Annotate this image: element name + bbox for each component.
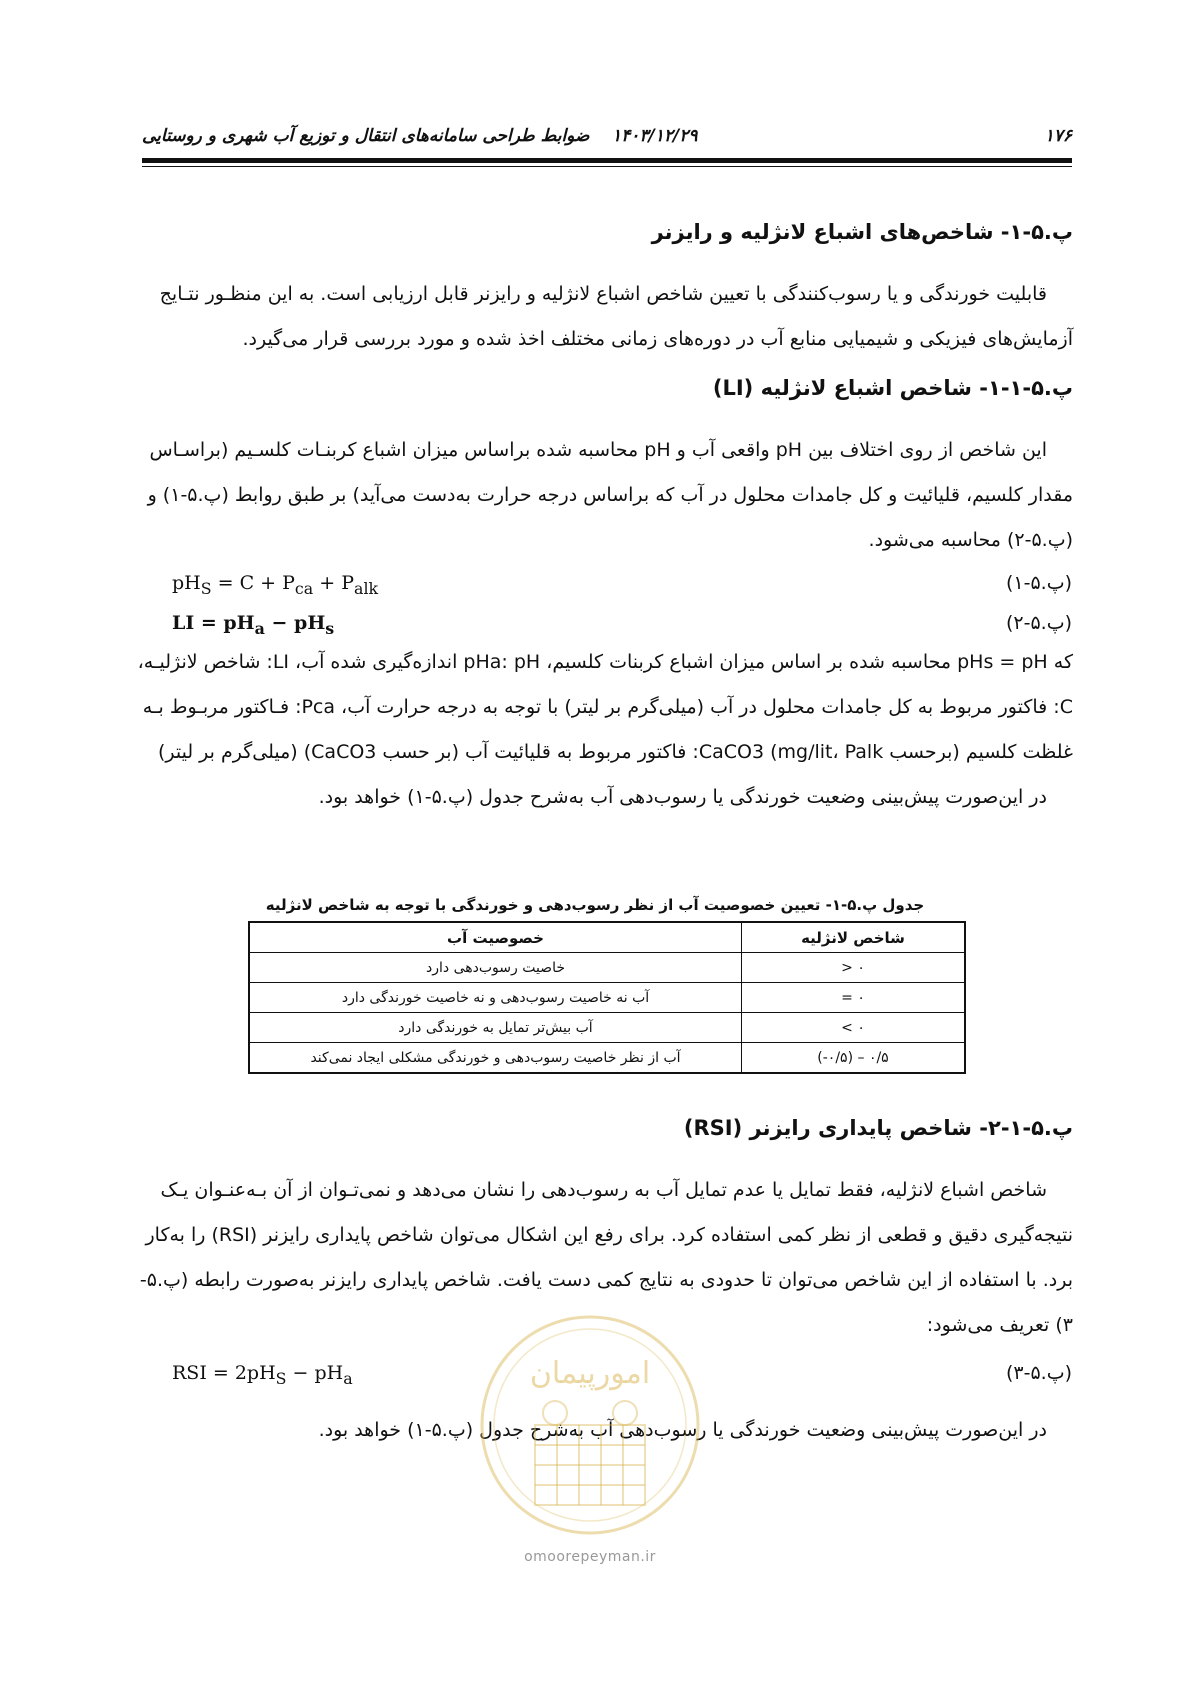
section-intro-paragraph bbox=[143, 272, 1073, 362]
table-cell: ۰ = bbox=[742, 983, 966, 1013]
page-header bbox=[142, 126, 1072, 156]
table-caption: جدول پ.۵-۱- تعیین خصوصیت آب از نظر رسوب‌دهی و خورندگی با توجه به شاخص لانژلیه bbox=[265, 896, 925, 914]
section-heading-li: پ.۵-۱-۱- شاخص اشباع لانژلیه (LI) bbox=[712, 376, 1073, 400]
table-cell: آب نه خاصیت رسوب‌دهی و نه خاصیت خورندگی دارد bbox=[249, 983, 742, 1013]
equation-formula-rsi: RSI = $2pH_S - pH_a$ bbox=[172, 1362, 353, 1388]
table-row bbox=[249, 953, 965, 983]
paragraph-line: شاخص اشباع لانژلیه، فقط تمایل یا عدم تمایل آب به رسوب‌دهی را نشان می‌دهد و نمی‌تـوان از آن بـه‌عنـوان یـک bbox=[160, 1179, 1047, 1201]
definitions-paragraph bbox=[137, 640, 1073, 820]
paragraph-line: نتیجه‌گیری دقیق و قطعی از نظر کمی استفاده کرد. برای رفع این اشکال می‌توان شاخص پایداری رایزنر (RSI) را به‌کار bbox=[145, 1224, 1073, 1246]
table-cell: آب از نظر خاصیت رسوب‌دهی و خورندگی مشکلی ایجاد نمی‌کند bbox=[249, 1043, 742, 1074]
table-header-row bbox=[249, 922, 965, 953]
table-cell: ۰/۵ – (۰/۵-) bbox=[742, 1043, 966, 1074]
header-date: ۱۴۰۳/۱۲/۲۹ bbox=[612, 126, 698, 146]
paragraph-line: که pHs = pH محاسبه شده بر اساس میزان اشباع کربنات کلسیم، pHa: pH اندازه‌گیری شده آب، LI: شاخص لانژلیـه، bbox=[137, 651, 1073, 673]
section-heading-indices: پ.۵-۱- شاخص‌های اشباع لانژلیه و رایزنر bbox=[651, 220, 1073, 244]
table-header-cell: شاخص لانژلیه bbox=[742, 922, 966, 953]
paragraph-line: برد. با استفاده از این شاخص می‌توان تا حدودی به نتایج کمی دست یافت. شاخص پایداری رایزنر به‌صورت رابطه (پ.۵- bbox=[139, 1269, 1073, 1291]
table-header-cell: خصوصیت آب bbox=[249, 922, 742, 953]
table-row bbox=[249, 983, 965, 1013]
table-cell: ۰ > bbox=[742, 1013, 966, 1043]
page-number: ۱۷۶ bbox=[1044, 126, 1072, 146]
header-title: ضوابط طراحی سامانه‌های انتقال و توزیع آب شهری و روستایی bbox=[142, 126, 590, 146]
header-rule-thin bbox=[142, 166, 1072, 167]
table-row bbox=[249, 1043, 965, 1074]
watermark-logo-text: امورپیمان bbox=[529, 1356, 651, 1391]
table-row bbox=[249, 1013, 965, 1043]
watermark-url: omoorepeyman.ir bbox=[524, 1549, 656, 1565]
equation-1 bbox=[142, 572, 1072, 604]
section-heading-rsi: پ.۵-۱-۲- شاخص پایداری رایزنر (RSI) bbox=[683, 1116, 1073, 1140]
paragraph-line: این شاخص از روی اختلاف بین pH واقعی آب و pH محاسبه شده براساس میزان اشباع کربنـات کلسـیم (براسـاس bbox=[149, 439, 1047, 461]
equation-number: (پ.۵-۳) bbox=[1005, 1362, 1072, 1384]
equation-formula-li: LI = $pH_a - pH_s$ bbox=[172, 612, 335, 638]
paragraph-line: آزمایش‌های فیزیکی و شیمیایی منابع آب در دوره‌های زمانی مختلف اخذ شده و مورد بررسی قرار می‌گیرد. bbox=[242, 328, 1073, 350]
paragraph-line: C: فاکتور مربوط به کل جامدات محلول در آب (میلی‌گرم بر لیتر) با توجه به درجه حرارت آب، Pca: فـاکتور مربـوط بـه bbox=[142, 696, 1073, 718]
paragraph-line: قابلیت خورندگی و یا رسوب‌کنندگی با تعیین شاخص اشباع لانژلیه و رایزنر قابل ارزیابی است. به این منظـور نتـایج bbox=[159, 283, 1047, 305]
paragraph-line: در این‌صورت پیش‌بینی وضعیت خورندگی یا رسوب‌دهی آب به‌شرح جدول (پ.۵-۱) خواهد بود. bbox=[318, 786, 1047, 808]
equation-formula-phs: $pH_S = C + P_{ca} + P_{alk}$ bbox=[172, 572, 379, 598]
paragraph-line: ۳) تعریف می‌شود: bbox=[926, 1314, 1073, 1336]
watermark-logo-icon bbox=[475, 1305, 705, 1545]
header-rule-thick bbox=[142, 158, 1072, 163]
paragraph-line: مقدار کلسیم، قلیائیت و کل جامدات محلول در آب که براساس درجه حرارت به‌دست می‌آید) بر طبق روابط (پ.۵-۱) و bbox=[147, 484, 1073, 506]
paragraph-line: در این‌صورت پیش‌بینی وضعیت خورندگی یا رسوب‌دهی آب به‌شرح جدول (پ.۵-۱) خواهد بود. bbox=[318, 1419, 1047, 1441]
equation-number: (پ.۵-۲) bbox=[1005, 612, 1072, 634]
li-paragraph bbox=[143, 428, 1073, 563]
paragraph-line: غلظت کلسیم (برحسب CaCO3 (mg/lit، Palk: فاکتور مربوط به قلیائیت آب (بر حسب CaCO3) (میلی‌گرم بر لیتر) bbox=[157, 741, 1073, 763]
table-cell: آب بیش‌تر تمایل به خورندگی دارد bbox=[249, 1013, 742, 1043]
langelier-table bbox=[248, 921, 966, 1074]
watermark bbox=[475, 1305, 705, 1575]
paragraph-line: (پ.۵-۲) محاسبه می‌شود. bbox=[868, 529, 1073, 551]
table-cell: ۰ < bbox=[742, 953, 966, 983]
equation-number: (پ.۵-۱) bbox=[1005, 572, 1072, 594]
table-cell: خاصیت رسوب‌دهی دارد bbox=[249, 953, 742, 983]
